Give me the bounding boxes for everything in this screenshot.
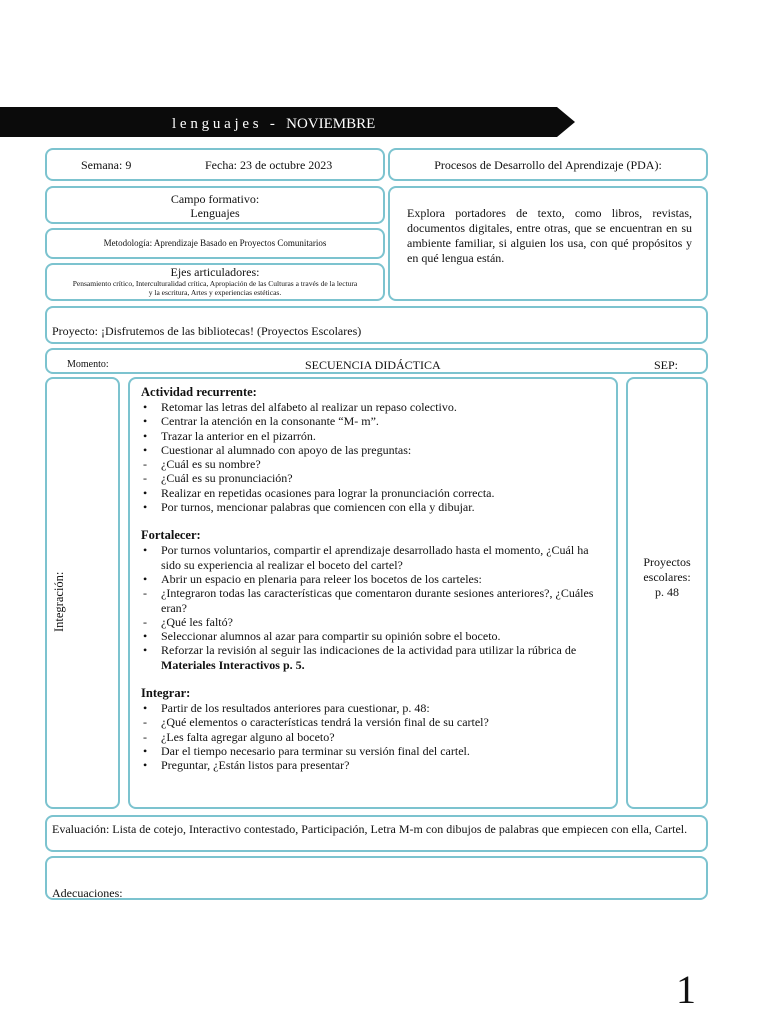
sep-line-1: Proyectos	[643, 555, 691, 569]
ejes-line-2: y la escritura, Artes y experiencias estéticas.	[148, 288, 282, 297]
list-item: • Abrir un espacio en plenaria para releer los bocetos de los carteles:	[143, 571, 482, 586]
list-item: - ¿Integraron todas las características que comentaron durante sesiones anteriores?, ¿Cuáles eran?	[143, 586, 594, 615]
list-item: • Por turnos, mencionar palabras que comiencen con ella y dibujar.	[143, 500, 475, 515]
list-item: • Retomar las letras del alfabeto al realizar un repaso colectivo.	[143, 400, 457, 414]
sequence-box	[128, 377, 618, 809]
ejes-title: Ejes articuladores:	[170, 265, 260, 279]
actividad-title: Actividad recurrente:	[141, 385, 257, 399]
campo-formativo-box	[45, 186, 385, 224]
materiales-interactivos-ref: Materiales Interactivos p. 5.	[161, 657, 305, 672]
secuencia-header: SECUENCIA DIDÁCTICA	[305, 358, 441, 372]
list-item: • Seleccionar alumnos al azar para compartir su opinión sobre el boceto.	[143, 629, 501, 644]
pda-title-box	[388, 148, 708, 181]
pda-text: Explora portadores de texto, como libros, revistas, documentos digitales, entre otras, que se encuentran en su ambiente familiar, si alguien los usa, con qué propósitos y en qué lengua están.	[407, 206, 692, 265]
list-item: • Realizar en repetidas ocasiones para lograr la pronunciación correcta.	[143, 485, 495, 500]
campo-label: Campo formativo:	[170, 192, 260, 206]
integrar-list	[141, 701, 607, 772]
page-number: 1	[676, 967, 696, 1012]
week-label: Semana: 9	[81, 158, 132, 172]
evaluacion-text: Evaluación: Lista de cotejo, Interactivo contestado, Participación, Letra M-m con dibujos de palabras que empiecen con ella, Cartel.	[52, 822, 688, 836]
sep-line-3: p. 48	[655, 585, 679, 599]
fortalecer-list	[141, 543, 607, 672]
ejes-line-1: Pensamiento crítico, Interculturalidad crítica, Apropiación de las Culturas a través de la lectura	[72, 279, 358, 288]
momento-header: Momento:	[67, 359, 109, 370]
list-item: • Dar el tiempo necesario para terminar su versión final del cartel.	[143, 743, 470, 758]
integracion-label: Integración:	[52, 571, 66, 632]
pda-title: Procesos de Desarrollo del Aprendizaje (PDA):	[434, 158, 662, 172]
ejes-box	[45, 263, 385, 301]
list-item: • Trazar la anterior en el pizarrón.	[143, 428, 316, 443]
sep-line-2: escolares:	[643, 570, 691, 584]
list-item: - ¿Qué elementos o características tendrá la versión final de su cartel?	[143, 715, 489, 730]
banner-title: l e n g u a j e s - NOVIEMBRE	[172, 116, 376, 132]
evaluacion-box	[45, 815, 708, 852]
sep-column	[626, 377, 708, 809]
integrar-title: Integrar:	[141, 686, 191, 701]
fortalecer-title: Fortalecer:	[141, 528, 201, 543]
proyecto-box	[45, 306, 708, 344]
list-item: • Preguntar, ¿Están listos para presentar?	[143, 758, 350, 773]
list-item: • Partir de los resultados anteriores para cuestionar, p. 48:	[143, 701, 430, 716]
list-item: • Por turnos voluntarios, compartir el aprendizaje desarrollado hasta el momento, ¿Cuál ha sido su experiencia al realizar el boceto del cartel?	[143, 543, 589, 572]
list-item: - ¿Cuál es su pronunciación?	[143, 471, 293, 486]
list-item: - ¿Qué les faltó?	[143, 614, 233, 629]
list-item: • Centrar la atención en la consonante “M- m”.	[143, 414, 379, 429]
list-item: - ¿Les falta agregar alguno al boceto?	[143, 729, 335, 744]
adecuaciones-label: Adecuaciones:	[52, 886, 123, 900]
list-item: - ¿Cuál es su nombre?	[143, 457, 261, 472]
list-item: • Cuestionar al alumnado con apoyo de las preguntas:	[143, 442, 412, 457]
date-label: Fecha: 23 de octubre 2023	[205, 158, 333, 172]
week-date-box	[45, 148, 385, 181]
metodologia-text: Metodología: Aprendizaje Basado en Proyectos Comunitarios	[103, 238, 327, 248]
metodologia-box	[45, 228, 385, 259]
list-item: • Reforzar la revisión al seguir las indicaciones de la actividad para utilizar la rúbrica de Materiales Interactivos p. 5.	[143, 643, 577, 672]
campo-value: Lenguajes	[190, 206, 240, 220]
row-headers-box	[45, 348, 708, 374]
actividad-list	[141, 400, 607, 514]
adecuaciones-box	[45, 856, 708, 900]
proyecto-text: Proyecto: ¡Disfrutemos de las bibliotecas! (Proyectos Escolares)	[52, 324, 362, 338]
sep-header: SEP:	[654, 358, 679, 372]
pda-text-box	[388, 186, 708, 301]
